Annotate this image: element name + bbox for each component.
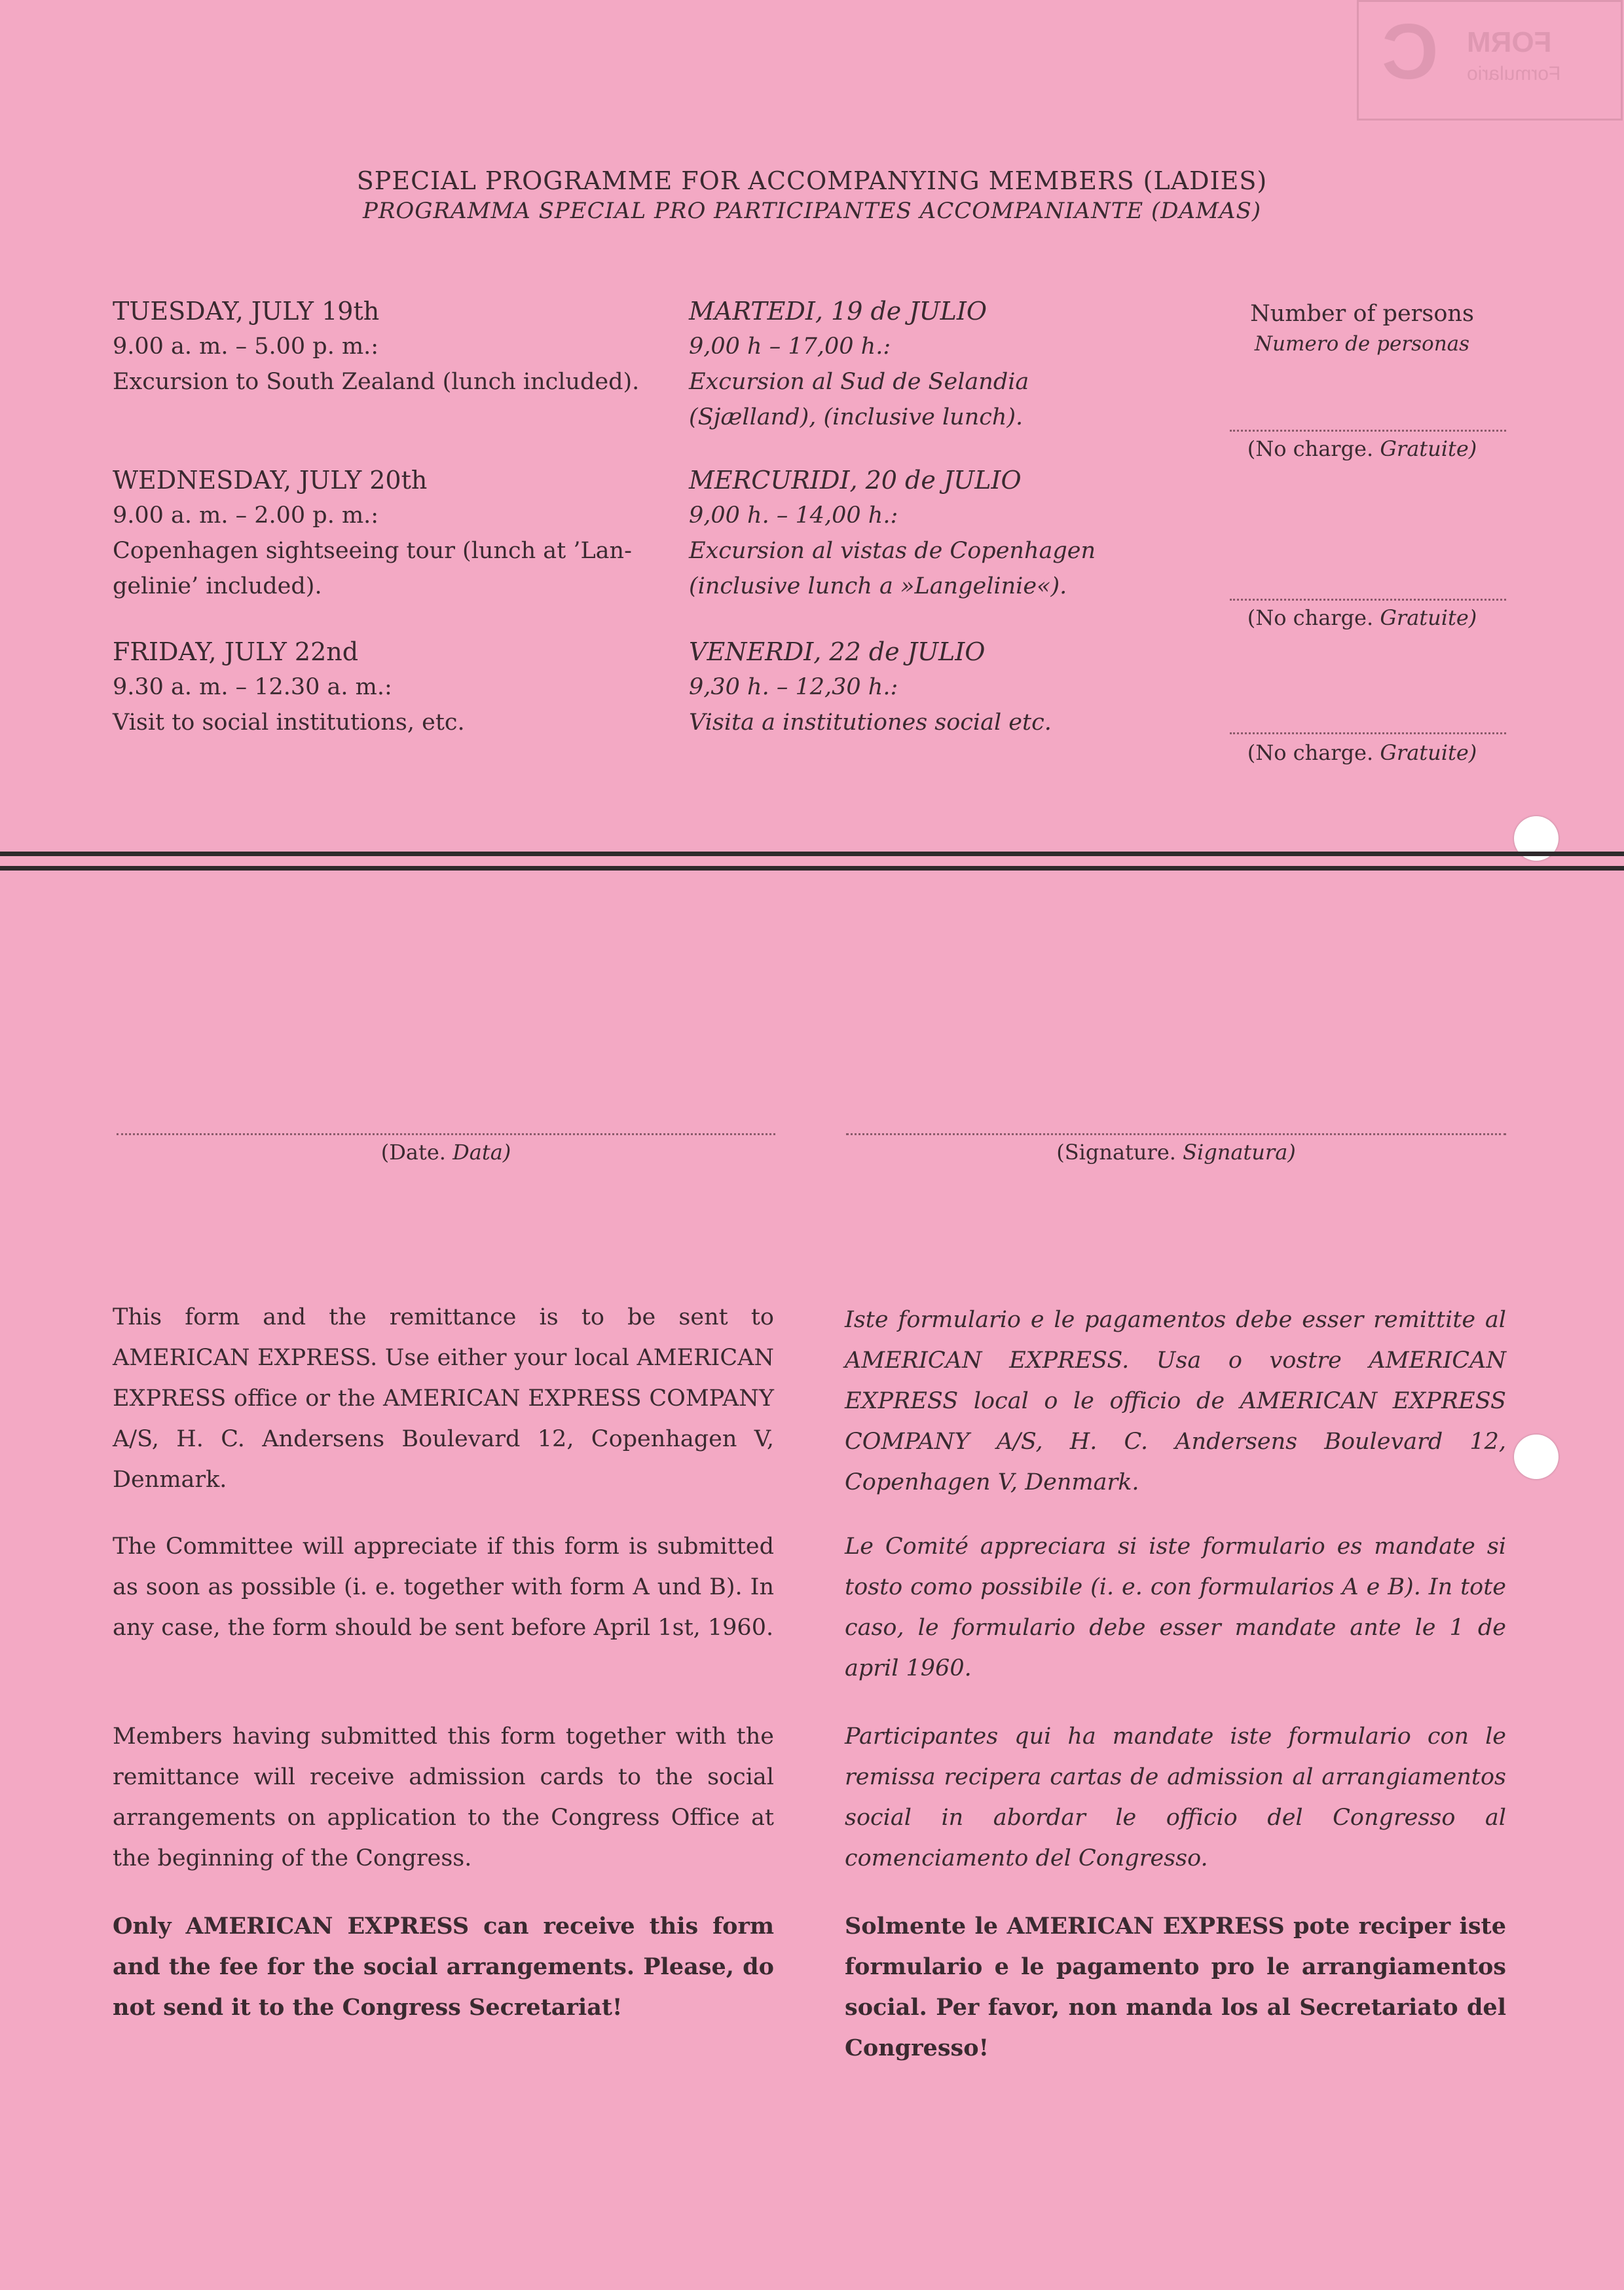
no-charge-text-ia: Gratuite)	[1380, 436, 1477, 461]
event-desc: gelinie’ included).	[113, 573, 322, 599]
event-desc: Visit to social institutions, etc.	[113, 709, 465, 736]
signature-label	[846, 1140, 1506, 1165]
form-mark-sub: Formulario	[1467, 63, 1561, 84]
event-desc: (inclusive lunch a »Langelinie«).	[689, 573, 1067, 599]
event-day: TUESDAY, JULY 19th	[113, 297, 380, 326]
event-time: 9.30 a. m. – 12.30 a. m.:	[113, 674, 392, 700]
event-day: FRIDAY, JULY 22nd	[113, 637, 359, 666]
instruction-ia-1: Iste formulario e le pagamentos debe esser remittite al AMERICAN EXPRESS. Usa o vostre AMERICAN EXPRESS local o le officio de AMERICAN EXPRESS COMPANY A/S, H. C. Andersens Boulevard 12, Copenhagen V, Denmark.	[845, 1307, 1506, 1495]
signature-label-ia: Signatura)	[1183, 1140, 1296, 1165]
instruction-en-4: Only AMERICAN EXPRESS can receive this form and the fee for the social arrangements. Please, do not send it to the Congress Secretariat!	[113, 1913, 774, 2021]
event-desc: Excursion al Sud de Selandia	[689, 369, 1029, 395]
event-2-ia	[689, 462, 1160, 604]
event-1-ia	[689, 293, 1160, 435]
event-1-en	[113, 293, 689, 400]
event-time: 9.00 a. m. – 5.00 p. m.:	[113, 333, 379, 360]
persons-header-en: Number of persons	[1250, 301, 1474, 327]
no-charge-text: (No charge.	[1247, 740, 1374, 765]
divider-rule-bottom	[0, 866, 1624, 871]
instruction-en-3: Members having submitted this form together with the remittance will receive admission cards to the social arrangements on application to the Congress Office at the beginning of the Congress.	[113, 1723, 774, 1871]
persons-line-1[interactable]	[1230, 430, 1506, 432]
no-charge-1	[1218, 436, 1506, 461]
persons-header-ia: Numero de personas	[1254, 332, 1470, 356]
heading-english: SPECIAL PROGRAMME FOR ACCOMPANYING MEMBERS (LADIES)	[356, 166, 1268, 195]
no-charge-text: (No charge.	[1247, 436, 1374, 461]
no-charge-2	[1218, 605, 1506, 630]
event-time: 9,00 h. – 14,00 h.:	[689, 502, 898, 529]
event-3-en	[113, 634, 689, 740]
punch-hole-bottom	[1514, 1435, 1559, 1479]
heading-interlingua: PROGRAMMA SPECIAL PRO PARTICIPANTES ACCOMPANIANTE (DAMAS)	[362, 198, 1262, 224]
instruction-ia-2: Le Comité appreciara si iste formulario es mandate si tosto como possibile (i. e. con formularios A e B). In tote caso, le formulario debe esser mandate ante le 1 de april 1960.	[845, 1533, 1506, 1681]
signature-field[interactable]	[846, 1133, 1506, 1135]
persons-line-2[interactable]	[1230, 599, 1506, 601]
date-field[interactable]	[117, 1133, 775, 1135]
event-day: VENERDI, 22 de JULIO	[689, 637, 986, 666]
event-time: 9,30 h. – 12,30 h.:	[689, 674, 898, 700]
persons-header	[1218, 299, 1506, 359]
event-3-ia	[689, 634, 1160, 740]
event-day: MARTEDI, 19 de JULIO	[689, 297, 987, 326]
event-desc: Excursion to South Zealand (lunch included).	[113, 369, 640, 395]
event-time: 9,00 h – 17,00 h.:	[689, 333, 891, 360]
no-charge-text: (No charge.	[1247, 605, 1374, 630]
event-2-en	[113, 462, 689, 604]
instruction-en-1: This form and the remittance is to be sent to AMERICAN EXPRESS. Use either your local AMERICAN EXPRESS office or the AMERICAN EXPRESS COMPANY A/S, H. C. Andersens Boulevard 12, Copenhagen V, Denmark.	[113, 1304, 774, 1493]
signature-label-en: (Signature.	[1056, 1140, 1176, 1165]
form-mark-word: FORM	[1467, 26, 1552, 58]
event-day: MERCURIDI, 20 de JULIO	[689, 466, 1022, 495]
event-desc: Copenhagen sightseeing tour (lunch at ’Lan-	[113, 538, 632, 564]
date-label	[117, 1140, 775, 1165]
event-desc: Excursion al vistas de Copenhagen	[689, 538, 1096, 564]
instruction-ia-3: Participantes qui ha mandate iste formulario con le remissa recipera cartas de admission al arrangiamentos social in abordar le officio del Congresso al comenciamento del Congresso.	[845, 1723, 1506, 1871]
persons-line-3[interactable]	[1230, 732, 1506, 734]
divider-rule-top	[0, 852, 1624, 856]
no-charge-text-ia: Gratuite)	[1380, 605, 1477, 630]
form-mark-letter: C	[1382, 8, 1439, 96]
instruction-ia-4: Solmente le AMERICAN EXPRESS pote reciper iste formulario e le pagamento pro le arrangiamentos social. Per favor, non manda los al Secretariato del Congresso!	[845, 1913, 1506, 2061]
event-desc: Visita a institutiones social etc.	[689, 709, 1052, 736]
instruction-en-2: The Committee will appreciate if this form is submitted as soon as possible (i. e. together with form A und B). In any case, the form should be sent before April 1st, 1960.	[113, 1533, 774, 1641]
no-charge-text-ia: Gratuite)	[1380, 740, 1477, 765]
event-time: 9.00 a. m. – 2.00 p. m.:	[113, 502, 379, 529]
date-label-en: (Date.	[380, 1140, 446, 1165]
event-desc: (Sjælland), (inclusive lunch).	[689, 404, 1024, 430]
event-day: WEDNESDAY, JULY 20th	[113, 466, 428, 495]
date-label-ia: Data)	[452, 1140, 511, 1165]
no-charge-3	[1218, 740, 1506, 765]
